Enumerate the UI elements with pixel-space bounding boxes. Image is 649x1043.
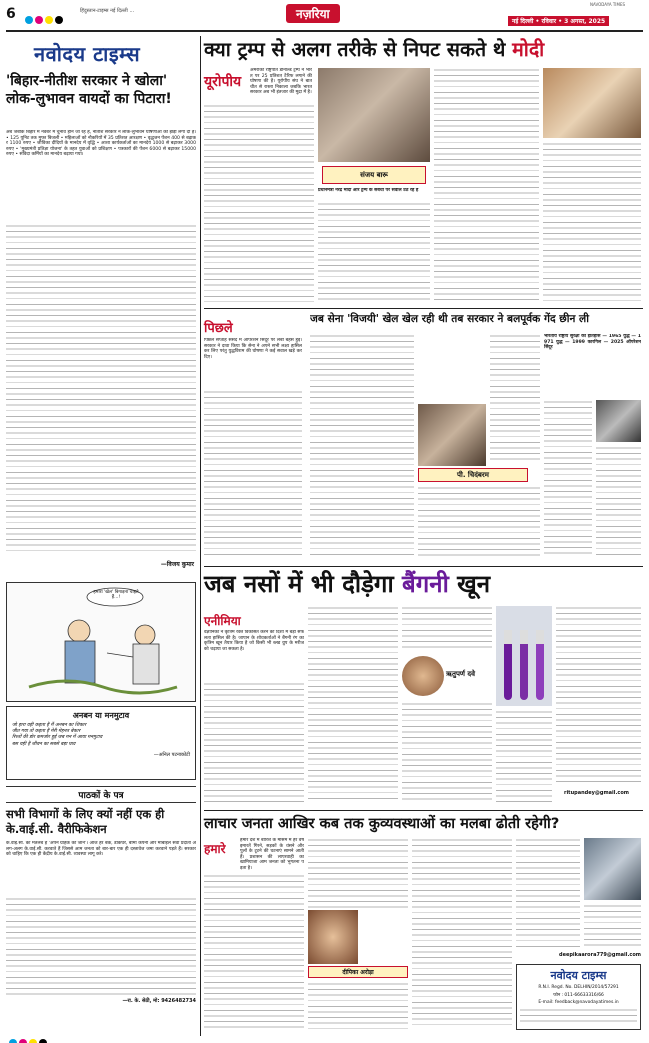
trump-photo bbox=[318, 68, 430, 162]
letters-body-continued bbox=[6, 897, 196, 995]
blood-col-4 bbox=[402, 702, 492, 802]
letters-author: —रा. के. सेठी, मो: 9426482734 bbox=[122, 998, 196, 1004]
blood-col-5 bbox=[496, 710, 552, 802]
corner-tag: NAVODAYA TIMES bbox=[590, 2, 626, 7]
masthead-rule bbox=[6, 30, 643, 32]
page-number: 6 bbox=[6, 6, 16, 22]
vijay-col-6 bbox=[596, 446, 641, 558]
helpless-kicker: हमारे bbox=[204, 842, 226, 856]
blood-col-3 bbox=[402, 606, 492, 652]
editorial-headline: 'बिहार-नीतीश सरकार ने खोला' लोक-लुभावन वायदों का पिटारा! bbox=[6, 73, 172, 107]
vial bbox=[536, 630, 544, 700]
trump-col-2 bbox=[318, 202, 430, 302]
blood-body: वैज्ञानिकों ने कृत्रिम रक्त विकसित करने की दिशा में बड़ी सफलता हासिल की है। जापान के शोधकर्ताओं ने बैंगनी रंग का कृत्रिम खून तैयार किया है जो किसी भी ब्लड ग्रुप के मरीज को चढ़ाया जा सकता है। bbox=[204, 630, 304, 652]
trump-col-4 bbox=[543, 142, 641, 302]
vijay-side-list: भारतीय राष्ट्रीय सुरक्षा का इतिहास — 1965 युद्ध — 1971 युद्ध — 1999 कारगिल — 2025 ऑपरेशन सिंदूर bbox=[544, 334, 641, 351]
trump-body: अमरीकी राष्ट्रपति डोनाल्ड ट्रम्प ने भारत पर 25 प्रतिशत टैरिफ लगाने की घोषणा की है। यूरोपीय संघ ने बातचीत से रास्ता निकाला जबकि भारत सरकार अब भी इंतजार की मुद्रा में है। bbox=[250, 68, 312, 96]
vijay-col-4 bbox=[418, 486, 540, 558]
vijay-article bbox=[204, 312, 643, 562]
helpless-col-1 bbox=[204, 874, 304, 1030]
blood-col-1 bbox=[204, 682, 304, 802]
helpless-author-byline bbox=[308, 966, 408, 978]
letters-title: पाठकों के पत्र bbox=[6, 786, 196, 803]
imprint-details bbox=[520, 1008, 637, 1026]
vijay-headline: जब सेना 'विजयी' खेल खेल रही थी तब सरकार ने बलपूर्वक गेंद छीन ली bbox=[310, 313, 589, 325]
poem-line: जीत गया तो कहता है मेरी मेहनत बेकार bbox=[12, 729, 81, 735]
blood-headline-highlight: बैंगनी bbox=[402, 570, 458, 598]
trump-author-byline bbox=[322, 166, 426, 184]
editorial-logo: नवोदय टाइम्स bbox=[34, 42, 141, 66]
trump-col-3 bbox=[434, 68, 539, 302]
top-strip: हिंदुस्तान-टाइम्स नई दिल्ली ... bbox=[80, 8, 135, 14]
helpless-email: deepikaarora779@gmail.com bbox=[558, 952, 641, 958]
editorial-signature: —विजय कुमार bbox=[160, 561, 194, 568]
editorial-body-continued bbox=[6, 224, 196, 554]
blood-kicker: एनीमिया bbox=[204, 614, 241, 628]
imprint-box bbox=[516, 964, 641, 1030]
blood-author: ऋतुपर्ण दवे bbox=[446, 670, 476, 678]
vijay-author: पी. चिदंबरम bbox=[457, 470, 489, 479]
cartoon-drawing bbox=[7, 583, 195, 701]
trump-author: संजय बारू bbox=[360, 170, 388, 179]
letters-body: के.वाई.सी. का मतलब है 'अपने ग्राहक को जानें'। आज हर बैंक, डाकघर, बीमा कंपनी और मोबाइल सेवा प्रदाता अलग-अलग के.वाई.सी. करवाते हैं जिससे आम जनता को बार-बार एक ही दस्तावेज जमा करवाने पड़ते हैं। सरकार को चाहिए कि एक ही केंद्रीय के.वाई.सी. व्यवस्था लागू करे। bbox=[6, 841, 196, 858]
blood-headline-text: जब नसों में भी दौड़ेगा बैंगनी खून bbox=[204, 570, 491, 598]
section-rule bbox=[204, 566, 643, 567]
editorial-body: अब जबकि बिहार में नवंबर में चुनाव होने जा रहे हैं, नीतीश सरकार ने लोक-लुभावन घोषणाओं की झड़ी लगा दी है। • 125 यूनिट तक मुफ्त बिजली • महिलाओं को नौकरियों में 35 प्रतिशत आरक्षण • वृद्धजन पेंशन 400 से बढ़ाकर 1100 रुपए • जीविका दीदियों के मानदेय में वृद्धि • आशा कार्यकर्ताओं का मानदेय 1000 से बढ़ाकर 3000 रुपए • 'मुख्यमंत्री प्रतिज्ञा योजना' के तहत युवाओं को प्रशिक्षण • पत्रकारों की पेंशन 6000 से बढ़ाकर 15000 रुपए • संविदा कर्मियों का मानदेय बढ़ाया गया। bbox=[6, 130, 196, 158]
page-header bbox=[0, 0, 649, 36]
blood-email: ritupandey@gmail.com bbox=[564, 790, 629, 796]
helpless-author-photo bbox=[308, 910, 358, 964]
registration-marks bbox=[24, 9, 64, 28]
blood-col-6 bbox=[556, 606, 641, 786]
letters-headline: सभी विभागों के लिए क्यों नहीं एक ही के.वाई.सी. वैरीफिकेशन bbox=[6, 807, 165, 836]
vijay-side-photo bbox=[596, 400, 641, 442]
trump-article bbox=[204, 38, 643, 306]
trump-kicker: यूरोपीय bbox=[204, 74, 242, 90]
trump-headline: क्या ट्रम्प से अलग तरीके से निपट सकते थे मोदी bbox=[204, 38, 545, 61]
poem-author: —अनिल पटनाकोटी bbox=[153, 751, 190, 758]
vijay-col-3 bbox=[490, 334, 540, 464]
helpless-col-6 bbox=[584, 904, 641, 948]
blood-col-2 bbox=[308, 606, 398, 802]
vijay-photo bbox=[418, 404, 486, 466]
vijay-body: पिछले सप्ताह संसद में ऑपरेशन सिंदूर पर लंबी बहस हुई। सरकार ने दावा किया कि सेना ने अपने सभी लक्ष्य हासिल कर लिए परंतु युद्धविराम की घोषणा ने कई सवाल खड़े कर दिए। bbox=[204, 338, 302, 360]
trump-photo-2 bbox=[543, 68, 641, 138]
trump-col-1 bbox=[204, 104, 314, 302]
vijay-col-2 bbox=[310, 334, 414, 558]
edition-date: नई दिल्ली • रविवार • 3 अगस्त, 2025 bbox=[508, 16, 609, 26]
helpless-col-2 bbox=[308, 838, 408, 908]
imprint-phones: फोन : 011-66633316/66 bbox=[553, 993, 604, 998]
poem-line: बस यही है जीवन का सबसे बड़ा घाव bbox=[12, 741, 76, 747]
letters-block bbox=[6, 786, 196, 1026]
trump-headline-highlight: मोदी bbox=[512, 38, 545, 61]
vijay-col-5 bbox=[544, 400, 592, 558]
helpless-photo bbox=[584, 838, 641, 900]
imprint-reg: R.N.I. Regd. No. DELHIN/2014/57291 bbox=[538, 985, 619, 990]
helpless-author: दीपिका अरोड़ा bbox=[342, 969, 374, 976]
vijay-author-byline bbox=[418, 468, 528, 482]
blood-headline bbox=[204, 570, 490, 598]
imprint-email: E-mail: feedback@navodayatimes.in bbox=[538, 1000, 619, 1005]
helpless-headline: लाचार जनता आखिर कब तक कुव्यवस्थाओं का मलबा ढोती रहेगी? bbox=[204, 815, 560, 832]
poem-line: रिश्तों की डोर कमजोर हुई जब मन में आया मनमुटाव bbox=[12, 735, 103, 741]
vijay-kicker: पिछले bbox=[204, 321, 233, 336]
cartoon-caption: हमारा 'खेल' बिगाड़ना चाहते हैं...! bbox=[93, 590, 139, 600]
poem-line: जो हारा वही कहता है मैं अनबन का शिकार bbox=[12, 723, 87, 728]
helpless-col-5 bbox=[516, 838, 580, 948]
section-rule bbox=[204, 810, 643, 811]
cartoon bbox=[6, 582, 196, 702]
helpless-col-3 bbox=[308, 982, 408, 1030]
vial bbox=[504, 630, 512, 700]
trump-pull-quote: प्रधानमंत्री नरेंद्र मोदी और ट्रम्प के संबंधों पर सवाल उठ रहे हैं bbox=[318, 188, 419, 193]
poem-title: अनबन या मनमुटाव bbox=[72, 711, 130, 720]
poem-box bbox=[6, 706, 196, 780]
section-title: नज़रिया bbox=[286, 4, 340, 23]
blood-vials-photo bbox=[496, 606, 552, 706]
helpless-col-4 bbox=[412, 838, 512, 1030]
helpless-article bbox=[204, 814, 643, 1036]
footer-registration-marks bbox=[8, 1032, 48, 1043]
section-rule bbox=[204, 308, 643, 309]
vijay-col-1 bbox=[204, 390, 302, 558]
imprint-logo: नवोदय टाइम्स bbox=[550, 969, 607, 982]
blood-author-photo bbox=[402, 656, 444, 696]
column-divider bbox=[200, 36, 201, 1036]
helpless-body: हमारे देश में बारिश के मौसम में हर वर्ष इमारतें गिरने, सड़कों के धंसने और पुलों के टूटने की घटनाएं सामने आती हैं। प्रशासन की लापरवाही का खामियाजा आम जनता को भुगतना पड़ता है। bbox=[240, 838, 304, 871]
blood-article bbox=[204, 570, 643, 806]
vial bbox=[520, 630, 528, 700]
editorial-block bbox=[6, 40, 196, 580]
